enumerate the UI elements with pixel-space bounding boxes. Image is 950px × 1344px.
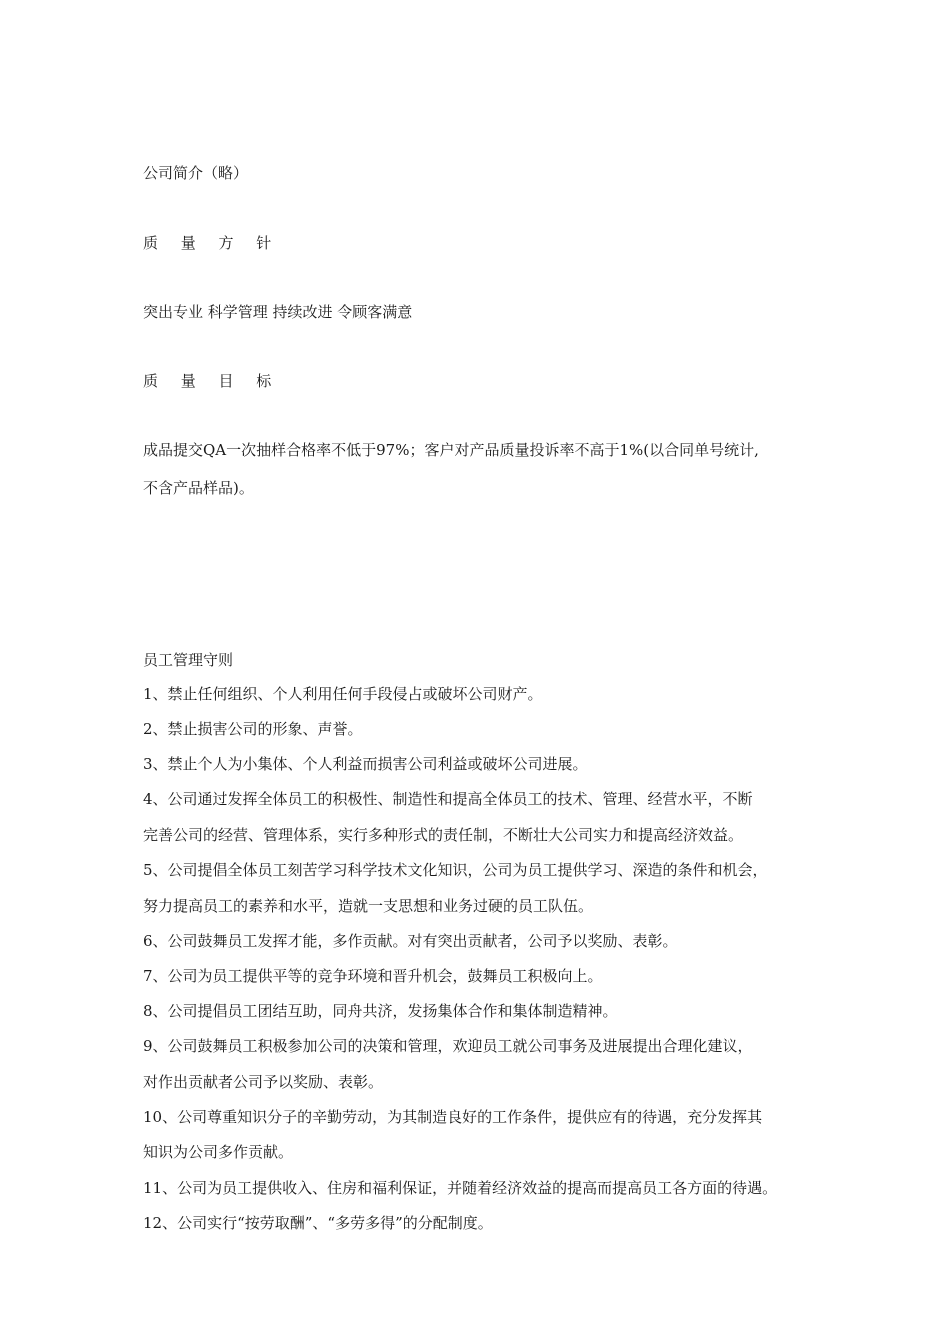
rule-line: 6、公司鼓舞员工发挥才能，多作贡献。对有突出贡献者，公司予以奖励、表彰。 (143, 932, 678, 950)
rule-line: 8、公司提倡员工团结互助，同舟共济，发扬集体合作和集体制造精神。 (143, 1002, 618, 1020)
quality-policy-heading: 质 量 方 针 (143, 234, 281, 252)
rule-line: 知识为公司多作贡献。 (143, 1143, 294, 1161)
quality-objective-line-2: 不含产品样品)。 (143, 479, 254, 497)
rule-line: 5、公司提倡全体员工刻苦学习科学技术文化知识，公司为员工提供学习、深造的条件和机会， (143, 861, 768, 879)
rule-line: 完善公司的经营、管理体系，实行多种形式的责任制，不断壮大公司实力和提高经济效益。 (143, 826, 744, 844)
quality-objective-line-1: 成品提交QA一次抽样合格率不低于97%；客户对产品质量投诉率不高于1%(以合同单号统计, (143, 441, 759, 459)
rule-line: 2、禁止损害公司的形象、声誉。 (143, 720, 363, 738)
rule-line: 4、公司通过发挥全体员工的积极性、制造性和提高全体员工的技术、管理、经营水平，不断 (143, 790, 753, 808)
quality-objective-heading: 质 量 目 标 (143, 372, 281, 390)
rule-line: 10、公司尊重知识分子的辛勤劳动，为其制造良好的工作条件，提供应有的待遇，充分发挥其 (143, 1108, 763, 1126)
rule-line: 对作出贡献者公司予以奖励、表彰。 (143, 1073, 384, 1091)
rules-heading: 员工管理守则 (143, 651, 234, 669)
rule-line: 3、禁止个人为小集体、个人利益而损害公司利益或破坏公司进展。 (143, 755, 588, 773)
rule-line: 12、公司实行“按劳取酬”、“多劳多得”的分配制度。 (143, 1214, 493, 1232)
intro-heading: 公司简介（略） (143, 164, 249, 182)
quality-policy-text: 突出专业 科学管理 持续改进 令顾客满意 (143, 303, 413, 321)
rule-line: 1、禁止任何组织、个人利用任何手段侵占或破坏公司财产。 (143, 685, 543, 703)
rule-line: 努力提高员工的素养和水平，造就一支思想和业务过硬的员工队伍。 (143, 897, 594, 915)
rule-line: 11、公司为员工提供收入、住房和福利保证，并随着经济效益的提高而提高员工各方面的待遇。 (143, 1179, 778, 1197)
rule-line: 9、公司鼓舞员工积极参加公司的决策和管理，欢迎员工就公司事务及进展提出合理化建议， (143, 1037, 753, 1055)
rule-line: 7、公司为员工提供平等的竞争环境和晋升机会，鼓舞员工积极向上。 (143, 967, 603, 985)
